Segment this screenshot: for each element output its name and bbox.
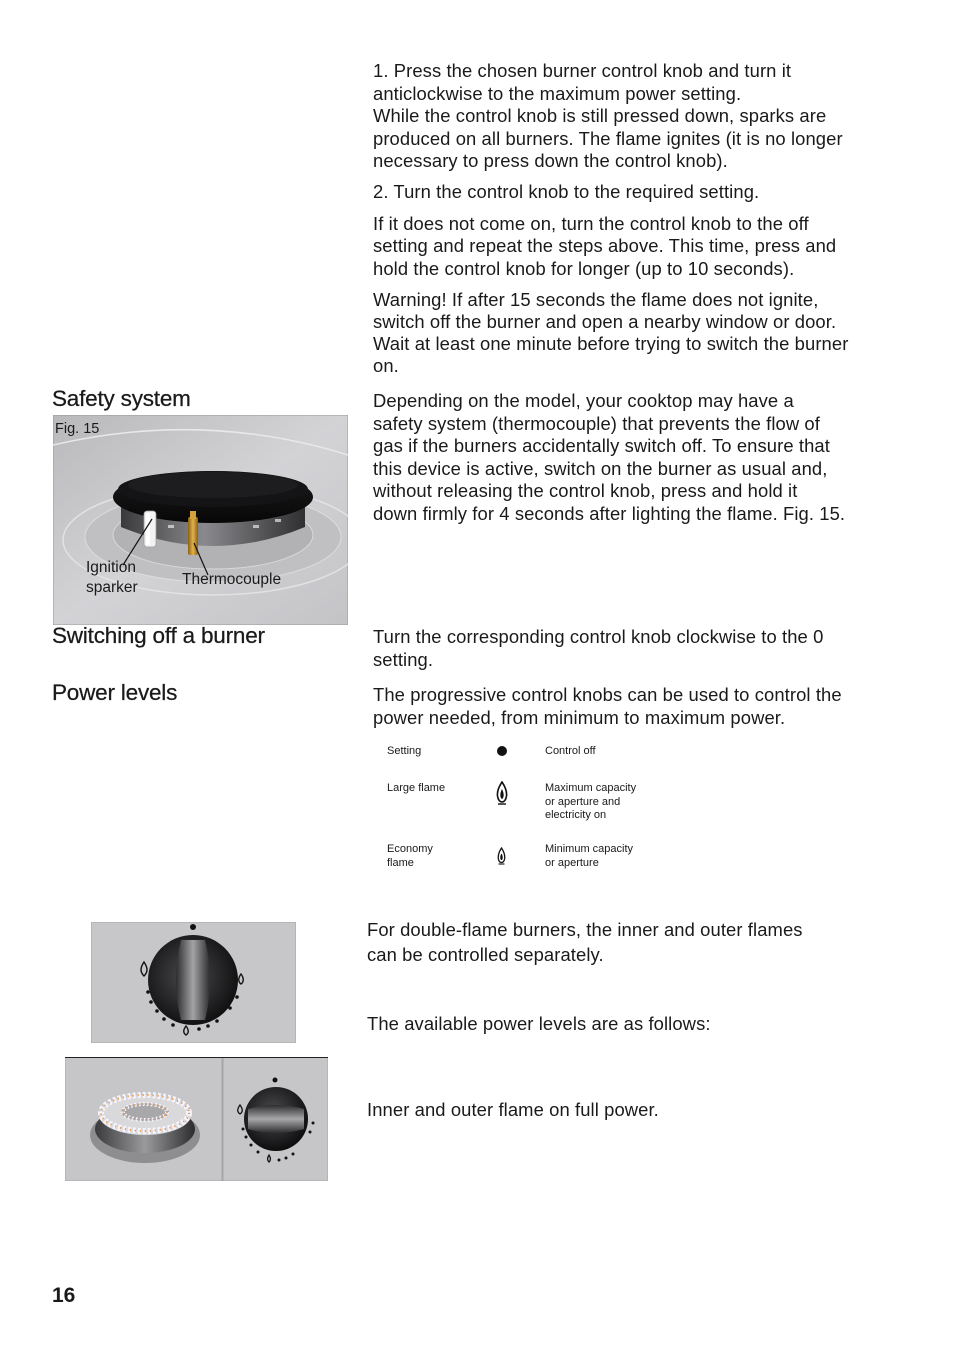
page-number: 16 (52, 1284, 76, 1307)
table-row-economy-flame-desc: Minimum capacity or aperture (545, 843, 634, 869)
power-levels-heading: Power levels (52, 680, 178, 705)
table-row-large-flame-desc: Maximum capacity or aperture and electricity on (545, 782, 637, 821)
control-knob-illustration (91, 922, 296, 1043)
available-levels-text: The available power levels are as follows: (367, 1013, 711, 1034)
power-table (387, 744, 687, 884)
control-knob-figure (91, 922, 296, 1043)
step-2: 2. Turn the control knob to the required setting. (373, 180, 760, 202)
dot-icon (497, 746, 507, 756)
safety-system-text: Depending on the model, your cooktop may have a safety system (thermocouple) that prevents the flow of gas if the burners accidentally switch off. To ensure that this device is active, switch on the burner as usual and, without releasing the control knob, press and hold it down firmly for 4 seconds after lighting the flame. Fig. 15. (373, 390, 846, 524)
switching-off-text: Turn the corresponding control knob clockwise to the 0 setting. (373, 626, 824, 670)
full-power-illustration (65, 1057, 328, 1181)
table-row-setting: Setting (387, 745, 422, 757)
step-1-detail-1: While the control knob is still pressed down, sparks are (373, 105, 827, 127)
step-1-detail-2: produced on all burners. The flame ignites (it is no longer (373, 127, 843, 149)
full-power-figure (65, 1057, 328, 1181)
small-flame-icon (497, 847, 506, 870)
step-1-detail-3: necessary to press down the control knob). (373, 150, 728, 172)
step-1-line-2: anticlockwise to the maximum power setting. (373, 82, 742, 104)
ignition-sparker-label: Ignition sparker (86, 559, 138, 596)
fig-15-label: Fig. 15 (55, 421, 100, 437)
full-power-text: Inner and outer flame on full power. (367, 1099, 659, 1120)
large-flame-icon (496, 781, 508, 810)
double-flame-text: For double-flame burners, the inner and outer flames can be controlled separately. (367, 919, 803, 965)
thermocouple-label: Thermocouple (182, 571, 282, 588)
safety-system-heading: Safety system (52, 386, 191, 411)
fig-15-figure (53, 415, 348, 625)
table-row-setting-desc: Control off (545, 745, 596, 757)
intro-section (373, 60, 933, 377)
switching-off-heading: Switching off a burner (52, 623, 265, 648)
warning-paragraph: Warning! If after 15 seconds the flame does not ignite, switch off the burner and open a nearby window or door. Wait at least one minute before trying to switch the burner on. (373, 289, 849, 376)
table-row-economy-flame: Economy flame (387, 843, 433, 869)
power-levels-text: The progressive control knobs can be used to control the power needed, from minimum to maximum power. (373, 684, 842, 728)
step-1 (373, 60, 933, 173)
retry-paragraph: If it does not come on, turn the control knob to the off setting and repeat the steps above. This time, press and hold the control knob for longer (up to 10 seconds). (373, 212, 837, 279)
table-row-large-flame: Large flame (387, 782, 446, 794)
step-1-line-1: 1. Press the chosen burner control knob and turn it (373, 60, 792, 81)
